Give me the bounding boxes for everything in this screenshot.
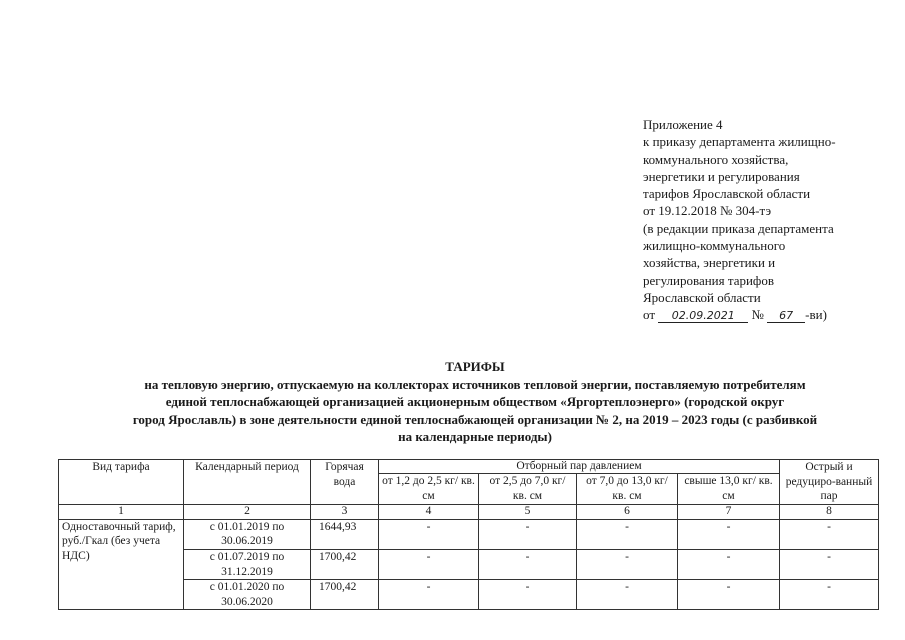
- appendix-line: хозяйства, энергетики и: [643, 255, 776, 271]
- steam-4-cell: -: [678, 519, 780, 549]
- table-row: [59, 519, 879, 549]
- title-line: город Ярославль) в зоне деятельности единой теплоснабжающей организации № 2, на 2019 – 2023 годы (с разбивкой: [132, 411, 818, 427]
- title-line: на календарные периоды): [398, 429, 552, 445]
- header-steam-4: свыше 13,0 кг/ кв. см: [678, 474, 780, 505]
- column-number: 1: [59, 504, 184, 519]
- hot-water-cell: 1700,42: [311, 549, 379, 579]
- steam-1-cell: -: [379, 519, 479, 549]
- column-number: 5: [479, 504, 577, 519]
- header-steam-2: от 2,5 до 7,0 кг/ кв. см: [479, 474, 577, 505]
- sharp-steam-cell: -: [780, 580, 879, 610]
- header-tariff-type: Вид тарифа: [59, 460, 184, 505]
- column-number: 2: [184, 504, 311, 519]
- period-cell: с 01.01.2019 по 30.06.2019: [184, 519, 311, 549]
- steam-2-cell: -: [479, 580, 577, 610]
- title-line: единой теплоснабжающей организацией акционерным обществом «Яргортеплоэнерго» (городской округ: [165, 394, 785, 410]
- column-number: 7: [678, 504, 780, 519]
- appendix-line: жилищно-коммунального: [643, 238, 786, 254]
- appendix-line: от 19.12.2018 № 304-тэ: [643, 203, 772, 219]
- header-sharp-steam: Острый и редуциро-ванный пар: [780, 460, 879, 505]
- steam-1-cell: -: [379, 580, 479, 610]
- appendix-line: регулирования тарифов: [643, 272, 774, 288]
- steam-4-cell: -: [678, 580, 780, 610]
- header-steam-group: Отборный пар давлением: [379, 460, 780, 474]
- appendix-block: [643, 116, 893, 324]
- column-number-row: [59, 504, 879, 519]
- sharp-steam-cell: -: [780, 519, 879, 549]
- appendix-line: тарифов Ярославской области: [643, 186, 811, 202]
- handwritten-date: 02.09.2021: [658, 309, 748, 323]
- header-hot-water: Горячая вода: [311, 460, 379, 505]
- steam-4-cell: -: [678, 549, 780, 579]
- appendix-line: Приложение 4: [643, 117, 723, 132]
- document-title: [60, 358, 890, 446]
- appendix-line: Ярославской области: [643, 289, 761, 305]
- handwritten-number: 67: [767, 309, 805, 323]
- order-suffix: -ви): [805, 307, 827, 323]
- appendix-line: коммунального хозяйства,: [643, 151, 789, 167]
- period-cell: с 01.01.2020 по 30.06.2020: [184, 580, 311, 610]
- steam-3-cell: -: [577, 519, 678, 549]
- steam-2-cell: -: [479, 519, 577, 549]
- steam-3-cell: -: [577, 580, 678, 610]
- column-number: 4: [379, 504, 479, 519]
- period-cell: с 01.07.2019 по 31.12.2019: [184, 549, 311, 579]
- appendix-line: к приказу департамента жилищно-: [643, 134, 836, 150]
- header-period: Календарный период: [184, 460, 311, 505]
- appendix-line: энергетики и регулирования: [643, 168, 800, 184]
- hot-water-cell: 1644,93: [311, 519, 379, 549]
- from-prefix: от: [643, 307, 656, 323]
- column-number: 6: [577, 504, 678, 519]
- title-line: на тепловую энергию, отпускаемую на коллекторах источников тепловой энергии, поставляемую потребителям: [144, 376, 806, 392]
- sharp-steam-cell: -: [780, 549, 879, 579]
- column-number: 8: [780, 504, 879, 519]
- tariff-label: Одноставочный тариф, руб./Гкал (без учета НДС): [59, 519, 184, 610]
- appendix-line: (в редакции приказа департамента: [643, 220, 834, 236]
- header-row: [59, 460, 879, 474]
- header-steam-3: от 7,0 до 13,0 кг/ кв. см: [577, 474, 678, 505]
- tariff-table: [58, 459, 879, 610]
- title-heading: ТАРИФЫ: [445, 359, 505, 374]
- number-sign: №: [751, 307, 764, 323]
- appendix-amendment-line: [643, 306, 893, 323]
- column-number: 3: [311, 504, 379, 519]
- steam-1-cell: -: [379, 549, 479, 579]
- hot-water-cell: 1700,42: [311, 580, 379, 610]
- steam-3-cell: -: [577, 549, 678, 579]
- steam-2-cell: -: [479, 549, 577, 579]
- header-steam-1: от 1,2 до 2,5 кг/ кв. см: [379, 474, 479, 505]
